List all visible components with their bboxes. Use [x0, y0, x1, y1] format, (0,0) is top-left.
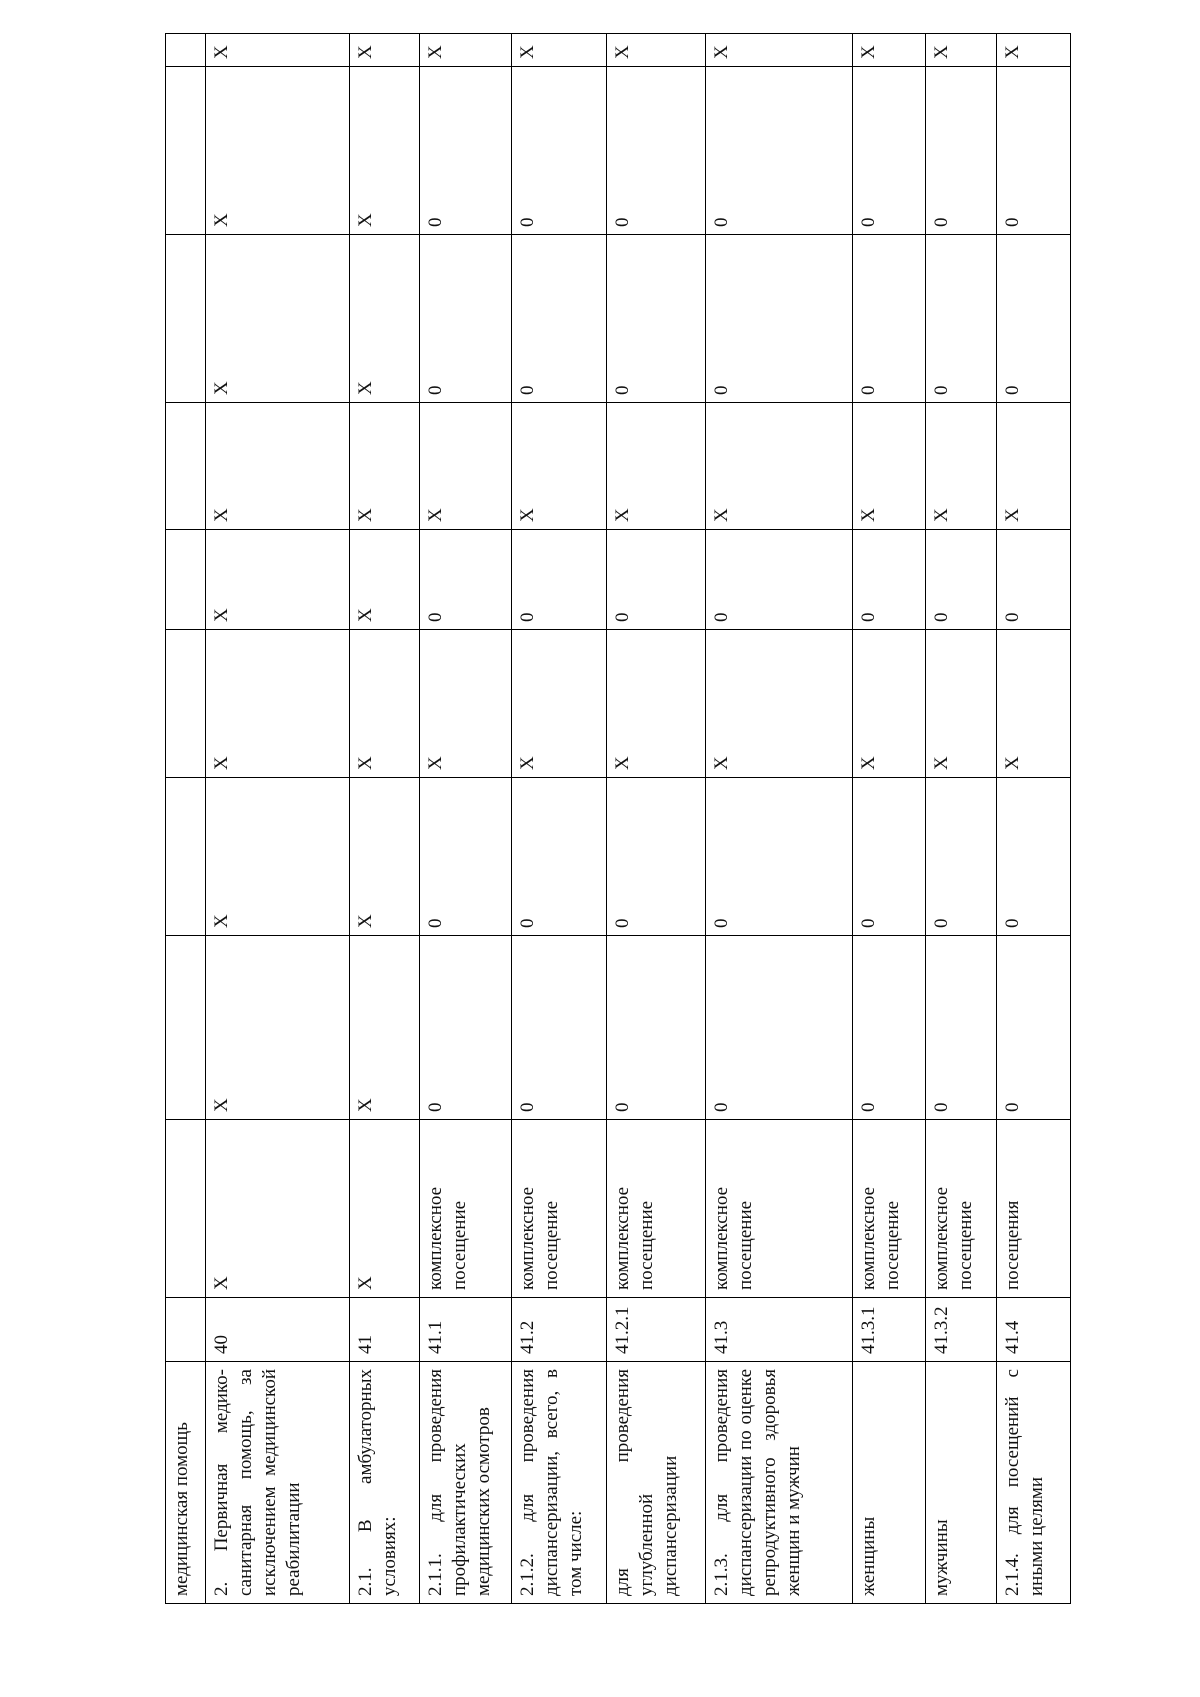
value-cell: 0	[607, 67, 706, 235]
row-name-cell: 2.1.4. для посещений с иными целями	[997, 1362, 1071, 1604]
row-name-cell: 2.1. В амбулаторных условиях:	[350, 1362, 420, 1604]
table-row	[607, 34, 706, 1604]
value-cell: X	[350, 34, 420, 67]
value-cell: X	[706, 34, 853, 67]
value-cell: 0	[853, 936, 926, 1120]
value-cell: 0	[853, 67, 926, 235]
value-cell: 0	[926, 530, 997, 630]
table-row	[420, 34, 512, 1604]
value-cell: X	[420, 34, 512, 67]
value-cell: 0	[926, 936, 997, 1120]
table-row	[206, 34, 350, 1604]
value-cell: X	[350, 530, 420, 630]
value-cell: 0	[853, 235, 926, 403]
value-cell: 0	[420, 530, 512, 630]
value-cell: X	[206, 235, 350, 403]
value-cell: X	[420, 403, 512, 530]
unit-cell	[166, 1120, 206, 1298]
table-row	[706, 34, 853, 1604]
value-cell: X	[206, 630, 350, 778]
row-name-cell: медицинская помощь	[166, 1362, 206, 1604]
value-cell: 0	[706, 778, 853, 936]
unit-cell: комплексное посещение	[706, 1120, 853, 1298]
row-name-cell: мужчины	[926, 1362, 997, 1604]
value-cell: 0	[926, 67, 997, 235]
value-cell: X	[350, 630, 420, 778]
value-cell: 0	[420, 778, 512, 936]
table-row	[350, 34, 420, 1604]
value-cell	[166, 530, 206, 630]
value-cell: X	[607, 630, 706, 778]
row-code-cell: 41.4	[997, 1298, 1071, 1362]
value-cell: X	[926, 403, 997, 530]
value-cell: X	[350, 67, 420, 235]
row-code-cell: 41.3.1	[853, 1298, 926, 1362]
value-cell	[166, 778, 206, 936]
value-cell: 0	[706, 530, 853, 630]
value-cell: 0	[997, 530, 1071, 630]
row-code-cell: 41.3	[706, 1298, 853, 1362]
value-cell	[166, 403, 206, 530]
value-cell	[166, 67, 206, 235]
value-cell: 0	[512, 936, 607, 1120]
value-cell: 0	[607, 235, 706, 403]
value-cell: X	[420, 630, 512, 778]
value-cell: 0	[706, 67, 853, 235]
unit-cell: комплексное посещение	[420, 1120, 512, 1298]
value-cell: 0	[997, 67, 1071, 235]
value-cell: 0	[420, 67, 512, 235]
value-cell: X	[206, 67, 350, 235]
value-cell: X	[706, 630, 853, 778]
value-cell: X	[206, 34, 350, 67]
row-code-cell: 41.2	[512, 1298, 607, 1362]
value-cell: X	[997, 403, 1071, 530]
value-cell: 0	[706, 235, 853, 403]
table-row	[853, 34, 926, 1604]
value-cell: X	[512, 630, 607, 778]
table-row	[166, 34, 206, 1604]
value-cell: 0	[853, 530, 926, 630]
row-code-cell: 41.2.1	[607, 1298, 706, 1362]
value-cell: 0	[512, 67, 607, 235]
value-cell	[166, 630, 206, 778]
row-code-cell: 41.3.2	[926, 1298, 997, 1362]
value-cell: X	[853, 34, 926, 67]
value-cell: X	[853, 630, 926, 778]
value-cell: 0	[512, 530, 607, 630]
row-name-cell: 2. Первичная медико-санитарная помощь, за исключением медицинской реабилитации	[206, 1362, 350, 1604]
unit-cell: комплексное посещение	[607, 1120, 706, 1298]
value-cell: X	[512, 403, 607, 530]
data-table	[165, 33, 1071, 1604]
value-cell: 0	[512, 778, 607, 936]
value-cell: X	[853, 403, 926, 530]
value-cell	[166, 936, 206, 1120]
value-cell	[166, 34, 206, 67]
unit-cell: комплексное посещение	[853, 1120, 926, 1298]
table-row	[997, 34, 1071, 1604]
unit-cell: посещения	[997, 1120, 1071, 1298]
unit-cell: X	[206, 1120, 350, 1298]
value-cell: 0	[607, 530, 706, 630]
value-cell: 0	[607, 778, 706, 936]
value-cell: X	[206, 778, 350, 936]
value-cell: X	[206, 936, 350, 1120]
row-code-cell: 40	[206, 1298, 350, 1362]
rotated-page	[165, 34, 1070, 1604]
value-cell: X	[350, 403, 420, 530]
value-cell: X	[607, 403, 706, 530]
unit-cell: комплексное посещение	[512, 1120, 607, 1298]
value-cell: X	[206, 403, 350, 530]
value-cell: 0	[706, 936, 853, 1120]
value-cell: 0	[997, 778, 1071, 936]
row-code-cell: 41.1	[420, 1298, 512, 1362]
value-cell: X	[926, 34, 997, 67]
row-name-cell: 2.1.3. для проведения диспансеризации по оценке репродуктивного здоровья женщин и мужчин	[706, 1362, 853, 1604]
row-code-cell	[166, 1298, 206, 1362]
row-code-cell: 41	[350, 1298, 420, 1362]
row-name-cell: 2.1.2. для проведения диспансеризации, всего, в том числе:	[512, 1362, 607, 1604]
value-cell	[166, 235, 206, 403]
value-cell: X	[350, 778, 420, 936]
value-cell: X	[350, 936, 420, 1120]
value-cell: X	[350, 235, 420, 403]
value-cell: 0	[420, 235, 512, 403]
value-cell: 0	[926, 235, 997, 403]
value-cell: 0	[997, 235, 1071, 403]
value-cell: X	[926, 630, 997, 778]
value-cell: X	[997, 630, 1071, 778]
table-body	[166, 34, 1071, 1604]
value-cell: X	[206, 530, 350, 630]
table-row	[926, 34, 997, 1604]
value-cell: 0	[926, 778, 997, 936]
row-name-cell: женщины	[853, 1362, 926, 1604]
value-cell: X	[706, 403, 853, 530]
table-row	[512, 34, 607, 1604]
value-cell: 0	[512, 235, 607, 403]
unit-cell: комплексное посещение	[926, 1120, 997, 1298]
row-name-cell: 2.1.1. для проведения профилактических медицинских осмотров	[420, 1362, 512, 1604]
value-cell: 0	[853, 778, 926, 936]
unit-cell: X	[350, 1120, 420, 1298]
value-cell: X	[607, 34, 706, 67]
value-cell: 0	[607, 936, 706, 1120]
value-cell: 0	[997, 936, 1071, 1120]
row-name-cell: для проведения углубленной диспансеризации	[607, 1362, 706, 1604]
value-cell: 0	[420, 936, 512, 1120]
value-cell: X	[997, 34, 1071, 67]
value-cell: X	[512, 34, 607, 67]
